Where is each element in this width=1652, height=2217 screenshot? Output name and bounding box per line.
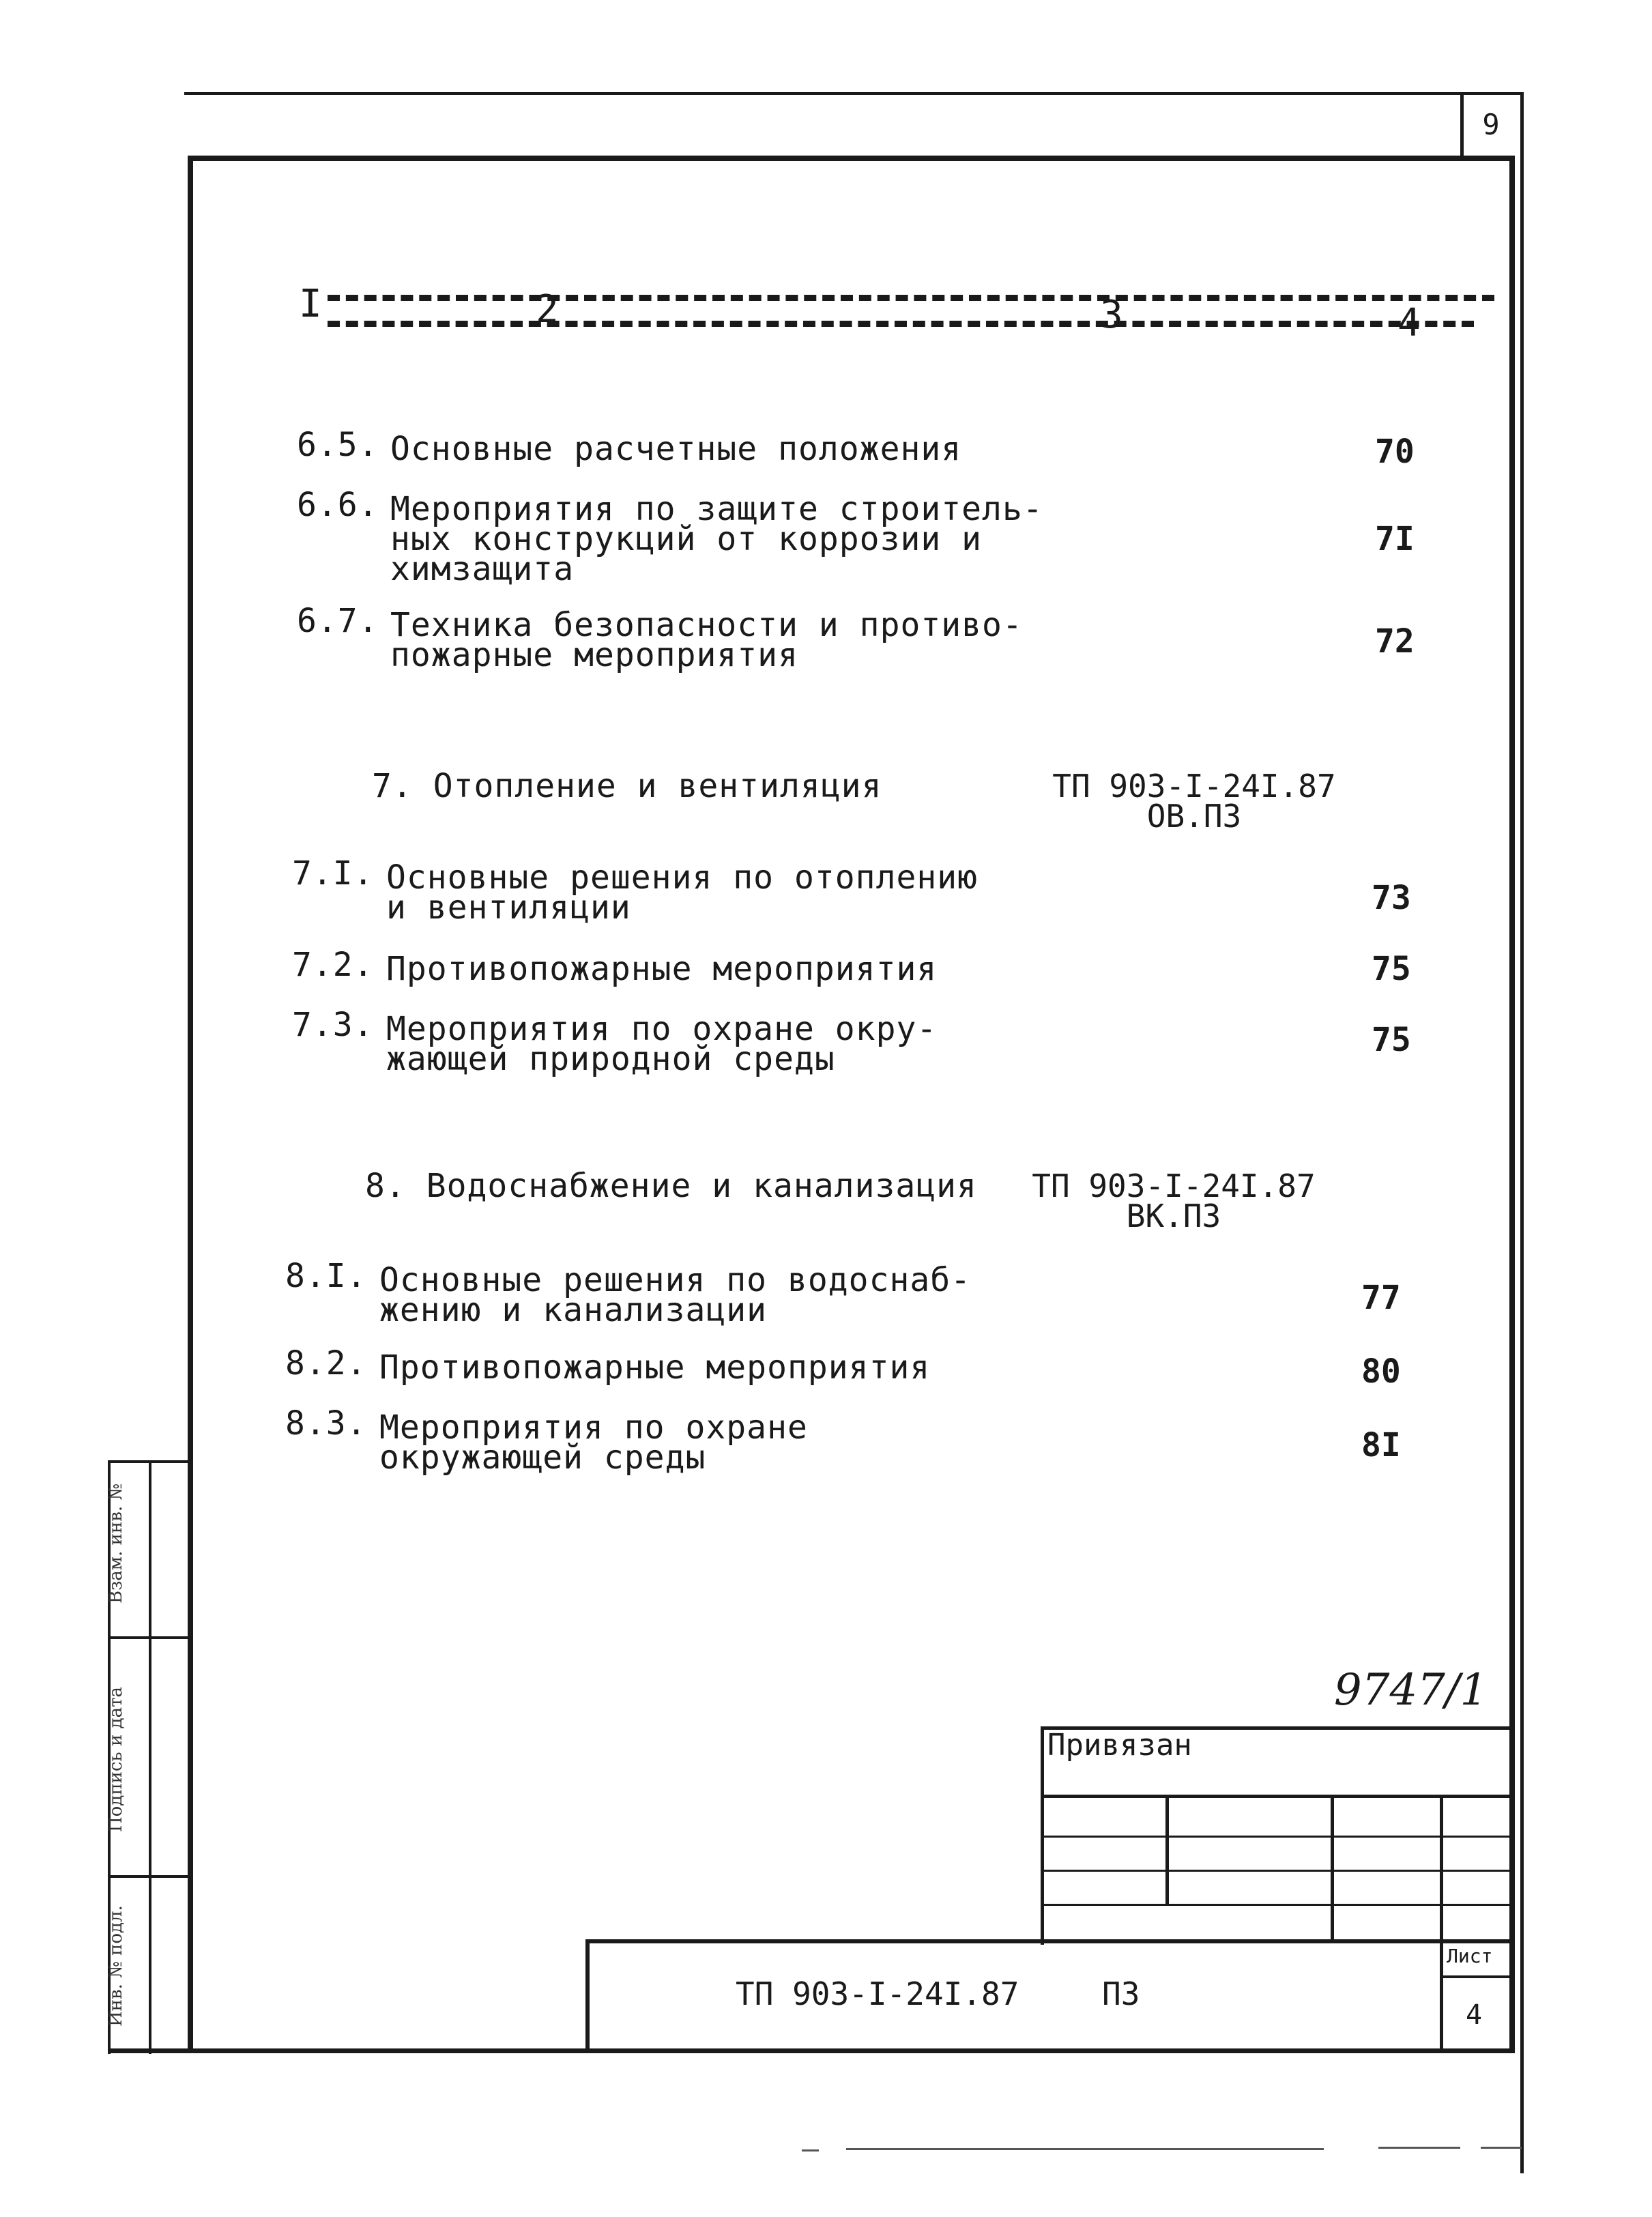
toc-entry-page: 70 xyxy=(1375,433,1415,471)
bound-table-col-2 xyxy=(1331,1795,1334,1941)
toc-entry-text: Мероприятия по охране окру- жающей природной среды xyxy=(386,1010,938,1078)
toc-entry-page: 72 xyxy=(1375,622,1415,661)
frame-bottom xyxy=(109,2048,1515,2053)
toc-entry-number: 6.6. xyxy=(297,486,379,524)
toc-entry-number: 7.I. xyxy=(292,854,374,893)
bound-label: Привязан xyxy=(1047,1728,1192,1763)
toc-entry-number: 8.I. xyxy=(285,1257,367,1295)
section-code xyxy=(1030,768,1358,835)
toc-entry-page: 77 xyxy=(1361,1279,1401,1317)
toc-entry-text: Противопожарные мероприятия xyxy=(386,950,938,988)
toc-entry-number: 8.3. xyxy=(285,1404,367,1443)
column-header-dashes-2 xyxy=(328,321,1474,327)
side-stamp-divider-1 xyxy=(109,1636,191,1639)
toc-entry-text: Техника безопасности и противо- пожарные мероприятия xyxy=(390,606,1023,674)
column-number-2: 2 xyxy=(536,287,559,332)
frame-left xyxy=(188,156,193,2053)
toc-entry-page: 7I xyxy=(1375,520,1415,558)
toc-entry-number: 8.2. xyxy=(285,1344,367,1382)
title-block-sheet-divider xyxy=(1440,1939,1443,2052)
document-type: ПЗ xyxy=(1102,1975,1140,2012)
document-code: ТП 903-I-24I.87 xyxy=(736,1975,1019,2012)
side-stamp-label-bottom: Инв. № подл. xyxy=(106,1905,126,2027)
bottom-scan-line-1 xyxy=(802,2149,819,2151)
toc-entry-text: Основные решения по водоснаб- жению и канализации xyxy=(379,1261,972,1329)
sheet-label: Лист xyxy=(1447,1945,1493,1967)
section-title: 7. Отопление и вентиляция xyxy=(372,767,882,805)
toc-entry-text: Мероприятия по защите строитель- ных конструкций от коррозии и химзащита xyxy=(390,490,1043,588)
title-block-top xyxy=(585,1939,1511,1943)
section-code xyxy=(1010,1168,1337,1234)
section-code-line1: ТП 903-I-24I.87 xyxy=(1052,768,1336,805)
side-stamp-inner xyxy=(149,1460,151,2054)
sheet-box-right xyxy=(1520,92,1524,2173)
toc-entry-page: 80 xyxy=(1361,1352,1401,1391)
bottom-scan-line-3 xyxy=(1378,2147,1460,2149)
section-title: 8. Водоснабжение и канализация xyxy=(365,1167,977,1205)
column-number-4: 4 xyxy=(1397,301,1421,345)
toc-entry-number: 7.2. xyxy=(292,946,374,984)
top-rule xyxy=(184,92,1522,95)
title-block-sheet-row xyxy=(1440,1975,1511,1978)
bottom-scan-line-4 xyxy=(1481,2147,1522,2149)
title-block-left xyxy=(585,1939,590,2052)
bound-table-col-1 xyxy=(1165,1795,1169,1904)
toc-entry-page: 75 xyxy=(1372,950,1411,988)
toc-entry-number: 6.7. xyxy=(297,602,379,640)
handwritten-number: 9747/1 xyxy=(1334,1665,1488,1715)
toc-entry-number: 7.3. xyxy=(292,1006,374,1044)
toc-entry-page: 75 xyxy=(1372,1021,1411,1059)
column-number-1: I xyxy=(299,282,322,326)
bound-table-col-3 xyxy=(1440,1795,1443,1941)
toc-entry-number: 6.5. xyxy=(297,426,379,464)
section-code-line2: ОВ.ПЗ xyxy=(1146,798,1242,835)
column-number-3: 3 xyxy=(1100,293,1123,337)
section-code-line1: ТП 903-I-24I.87 xyxy=(1032,1168,1316,1204)
side-stamp-divider-2 xyxy=(109,1875,191,1878)
toc-entry-text: Мероприятия по охране окружающей среды xyxy=(379,1408,808,1477)
side-stamp-label-middle: Подпись и дата xyxy=(106,1687,126,1832)
toc-entry-text: Основные расчетные положения xyxy=(390,430,962,468)
sheet-number: 9 xyxy=(1482,108,1500,141)
bottom-scan-line-2 xyxy=(846,2148,1324,2150)
frame-right xyxy=(1509,156,1515,2053)
toc-entry-page: 8I xyxy=(1361,1426,1401,1464)
side-stamp-label-top: Взам. инв. № xyxy=(106,1483,126,1604)
toc-entry-text: Основные решения по отоплению и вентиляции xyxy=(386,858,979,927)
toc-entry-text: Противопожарные мероприятия xyxy=(379,1348,931,1387)
section-code-line2: ВК.ПЗ xyxy=(1126,1198,1221,1234)
frame-top xyxy=(188,156,1515,161)
toc-entry-page: 73 xyxy=(1372,879,1411,917)
sheet-value: 4 xyxy=(1466,1999,1483,2031)
column-header-dashes-1 xyxy=(328,295,1494,301)
